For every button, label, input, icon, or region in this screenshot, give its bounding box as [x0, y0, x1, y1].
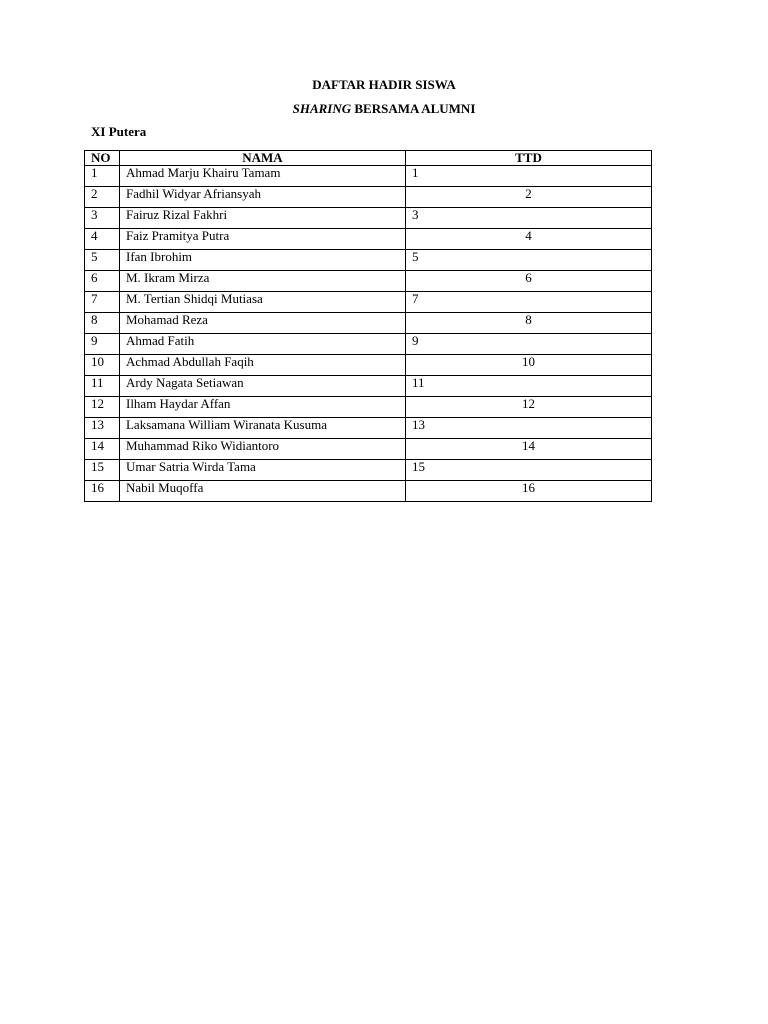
table-row — [85, 313, 652, 334]
row-number: 7 — [85, 292, 120, 313]
row-number: 10 — [85, 355, 120, 376]
table-row — [85, 439, 652, 460]
table-row — [85, 376, 652, 397]
class-label: XI Putera — [91, 124, 147, 139]
signature-cell: 5 — [405, 250, 651, 271]
header-ttd: TTD — [405, 151, 651, 166]
signature-cell: 16 — [405, 481, 651, 502]
student-name: Laksamana William Wiranata Kusuma — [119, 418, 405, 439]
row-number: 14 — [85, 439, 120, 460]
student-name: Fadhil Widyar Afriansyah — [119, 187, 405, 208]
row-number: 5 — [85, 250, 120, 271]
signature-cell: 3 — [405, 208, 651, 229]
row-number: 12 — [85, 397, 120, 418]
table-row — [85, 481, 652, 502]
table-row — [85, 355, 652, 376]
student-name: Ardy Nagata Setiawan — [119, 376, 405, 397]
document-title: DAFTAR HADIR SISWA — [312, 77, 456, 92]
student-name: Ifan Ibrohim — [119, 250, 405, 271]
signature-cell: 4 — [405, 229, 651, 250]
table-row — [85, 187, 652, 208]
attendance-table-body — [85, 166, 652, 502]
table-row — [85, 166, 652, 187]
signature-cell: 11 — [405, 376, 651, 397]
row-number: 11 — [85, 376, 120, 397]
table-row — [85, 418, 652, 439]
signature-cell: 15 — [405, 460, 651, 481]
signature-cell: 2 — [405, 187, 651, 208]
row-number: 13 — [85, 418, 120, 439]
row-number: 9 — [85, 334, 120, 355]
signature-cell: 8 — [405, 313, 651, 334]
student-name: Fairuz Rizal Fakhri — [119, 208, 405, 229]
row-number: 6 — [85, 271, 120, 292]
table-row — [85, 292, 652, 313]
student-name: Umar Satria Wirda Tama — [119, 460, 405, 481]
row-number: 8 — [85, 313, 120, 334]
signature-cell: 12 — [405, 397, 651, 418]
document-subtitle — [0, 101, 768, 117]
student-name: Ahmad Marju Khairu Tamam — [119, 166, 405, 187]
signature-cell: 6 — [405, 271, 651, 292]
table-header-row — [85, 151, 652, 166]
signature-cell: 1 — [405, 166, 651, 187]
row-number: 16 — [85, 481, 120, 502]
student-name: Achmad Abdullah Faqih — [119, 355, 405, 376]
table-row — [85, 334, 652, 355]
student-name: Ilham Haydar Affan — [119, 397, 405, 418]
table-row — [85, 460, 652, 481]
row-number: 3 — [85, 208, 120, 229]
signature-cell: 14 — [405, 439, 651, 460]
row-number: 15 — [85, 460, 120, 481]
signature-cell: 7 — [405, 292, 651, 313]
subtitle-italic: SHARING — [292, 101, 352, 116]
subtitle-rest: BERSAMA ALUMNI — [351, 101, 476, 116]
row-number: 2 — [85, 187, 120, 208]
table-row — [85, 229, 652, 250]
header-nama: NAMA — [119, 151, 405, 166]
row-number: 1 — [85, 166, 120, 187]
signature-cell: 9 — [405, 334, 651, 355]
header-no: NO — [85, 151, 120, 166]
student-name: M. Tertian Shidqi Mutiasa — [119, 292, 405, 313]
student-name: M. Ikram Mirza — [119, 271, 405, 292]
signature-cell: 10 — [405, 355, 651, 376]
student-name: Muhammad Riko Widiantoro — [119, 439, 405, 460]
table-row — [85, 397, 652, 418]
signature-cell: 13 — [405, 418, 651, 439]
student-name: Mohamad Reza — [119, 313, 405, 334]
student-name: Ahmad Fatih — [119, 334, 405, 355]
row-number: 4 — [85, 229, 120, 250]
table-row — [85, 271, 652, 292]
table-row — [85, 250, 652, 271]
attendance-table — [84, 150, 652, 502]
student-name: Faiz Pramitya Putra — [119, 229, 405, 250]
table-row — [85, 208, 652, 229]
student-name: Nabil Muqoffa — [119, 481, 405, 502]
